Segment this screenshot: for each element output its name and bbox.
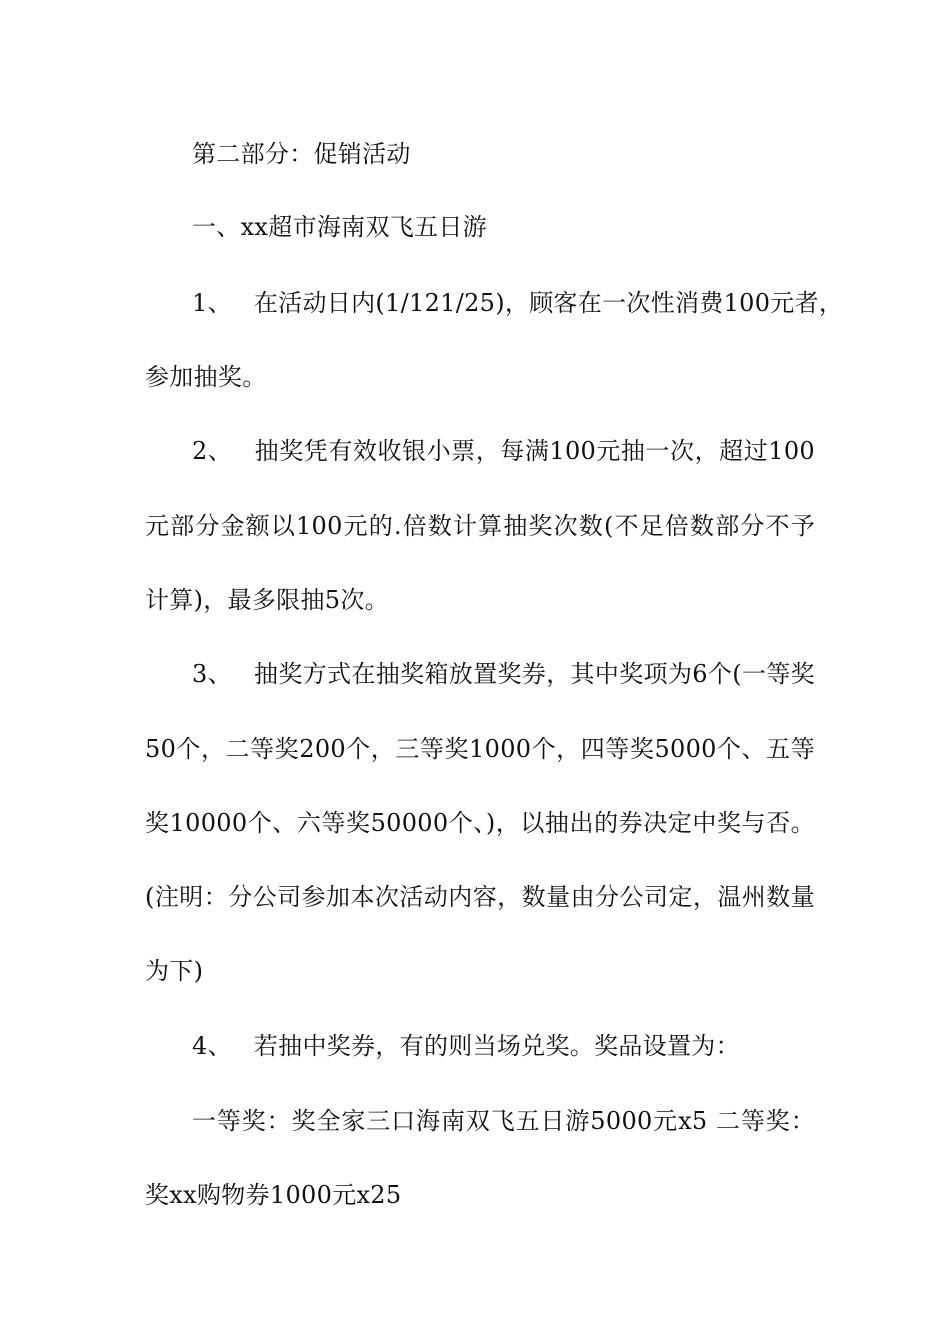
item-2-number: 2、 (192, 437, 233, 465)
item-4-number: 4、 (192, 1032, 232, 1060)
item-2-text: 抽奖凭有效收银小票，每满100元抽一次，超过100 (254, 437, 815, 465)
item-3-line-1 (192, 659, 815, 689)
item-1-number: 1、 (192, 289, 232, 317)
item-2-line-2: 元部分金额以100元的.倍数计算抽奖次数(不足倍数部分不予 (145, 512, 815, 540)
item-4-text: 若抽中奖券，有的则当场兑奖。奖品设置为： (253, 1032, 740, 1060)
prize-line-2: 奖xx购物券1000元x25 (145, 1181, 402, 1209)
item-3-line-3: 奖10000个、六等奖50000个、)，以抽出的券决定中奖与否。 (145, 809, 815, 837)
item-3-line-2: 50个，二等奖200个，三等奖1000个，四等奖5000个、五等 (145, 735, 815, 763)
item-1-line-1 (192, 288, 844, 318)
item-3-line-5: 为下) (145, 957, 204, 985)
item-4-line-1 (192, 1031, 815, 1061)
item-2-line-1 (192, 436, 815, 466)
section-heading: 第二部分：促销活动 (192, 140, 411, 168)
item-2-line-3: 计算)，最多限抽5次。 (145, 586, 389, 614)
item-1-line-2: 参加抽奖。 (145, 363, 267, 391)
item-3-text: 抽奖方式在抽奖箱放置奖券，其中奖项为6个(一等奖 (253, 660, 815, 688)
item-1-text: 在活动日内(1/121/25)，顾客在一次性消费100元者， (253, 289, 844, 317)
prize-line-1: 一等奖：奖全家三口海南双飞五日游5000元x5 二等奖： (192, 1107, 815, 1135)
activity-title: 一、xx超市海南双飞五日游 (192, 213, 487, 241)
item-3-line-4: (注明：分公司参加本次活动内容，数量由分公司定，温州数量 (145, 883, 815, 911)
item-3-number: 3、 (192, 660, 232, 688)
